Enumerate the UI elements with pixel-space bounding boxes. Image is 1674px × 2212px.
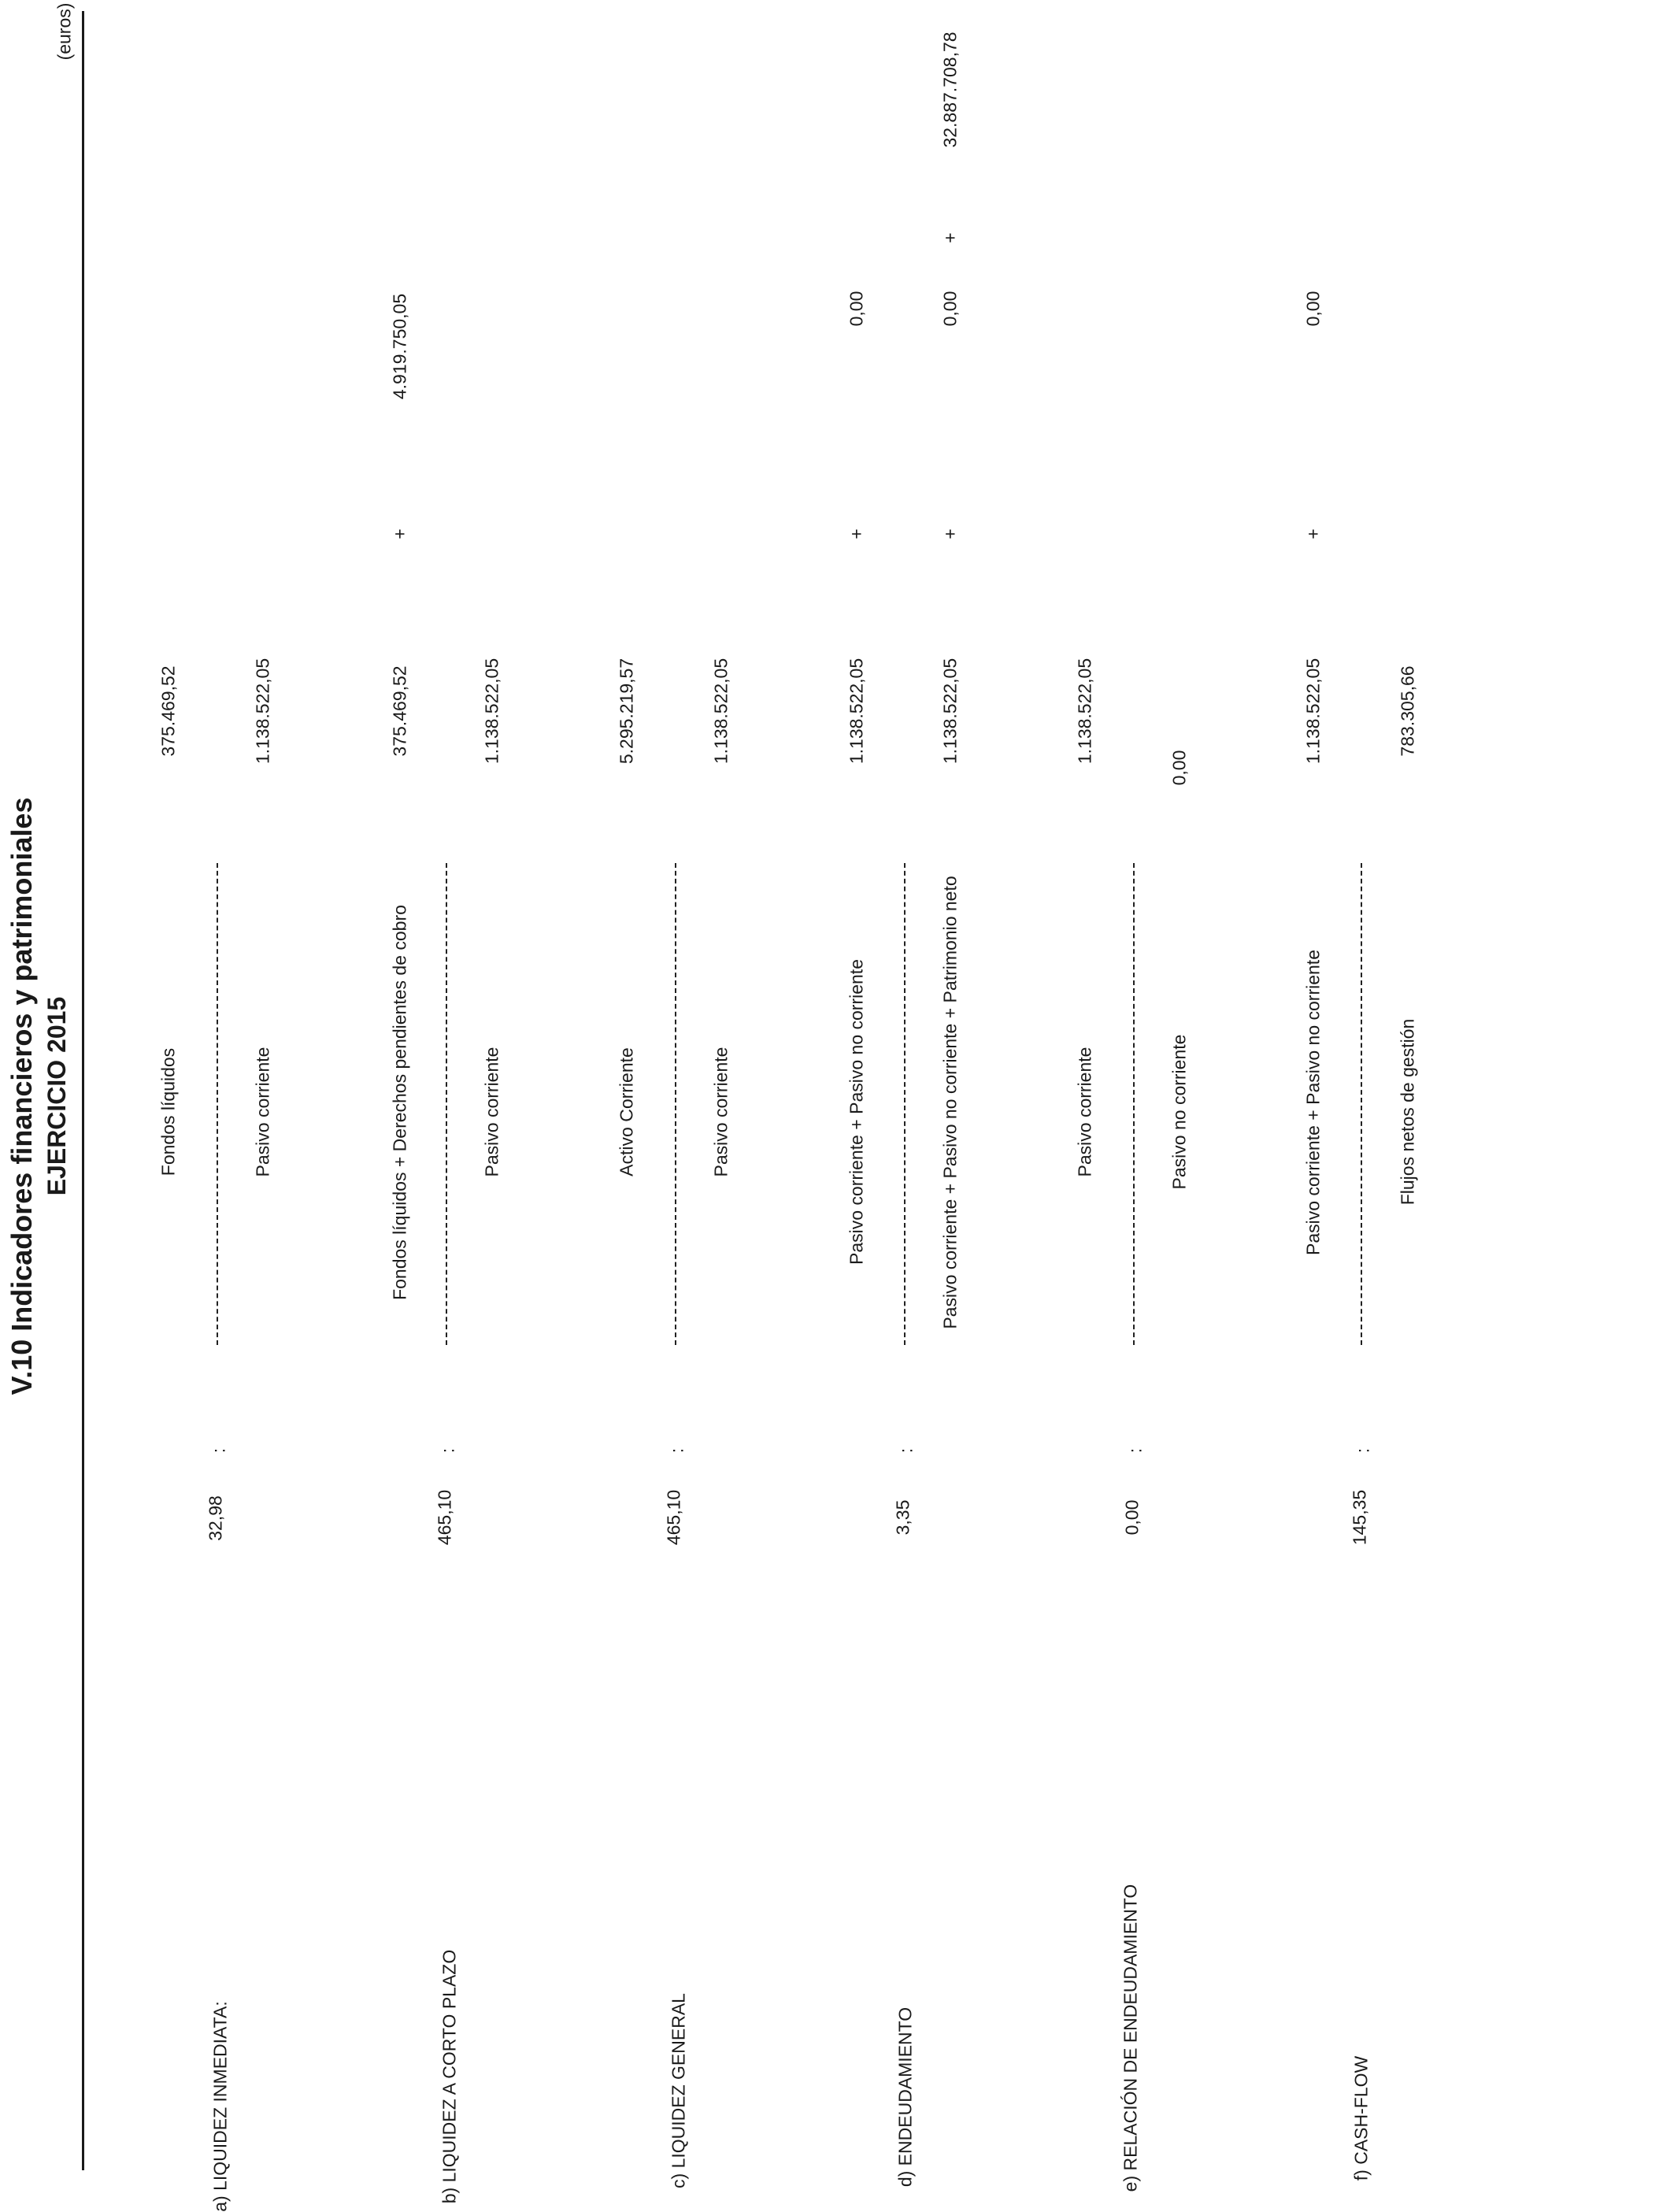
plus-sign: + bbox=[389, 528, 410, 539]
numerator-value: 1.138.522,05 bbox=[1074, 658, 1095, 765]
plus-sign: + bbox=[846, 528, 867, 539]
fraction-line bbox=[1133, 863, 1135, 1345]
fraction-line bbox=[675, 863, 676, 1345]
indicator-value: 465,10 bbox=[663, 1489, 684, 1546]
numerator-label: Pasivo corriente + Pasivo no corriente bbox=[1302, 949, 1324, 1256]
numerator-label: Fondos líquidos + Derechos pendientes de cobro bbox=[389, 905, 410, 1300]
denominator-value: 1.138.522,05 bbox=[481, 658, 502, 765]
indicator-label: f) CASH-FLOW bbox=[1350, 2055, 1372, 2181]
denominator-value: 783.305,66 bbox=[1397, 665, 1418, 757]
plus-sign: + bbox=[939, 528, 961, 539]
denominator-value: 1.138.522,05 bbox=[710, 658, 731, 765]
report-title: V.10 Indicadores financieros y patrimoniales bbox=[6, 797, 38, 1395]
indicator-separator: : bbox=[208, 1447, 229, 1454]
numerator-label: Pasivo corriente bbox=[1074, 1047, 1095, 1177]
numerator-label: Pasivo corriente + Pasivo no corriente bbox=[846, 958, 867, 1265]
indicator-separator: : bbox=[895, 1447, 917, 1454]
denominator-label: Pasivo corriente + Pasivo no corriente + Patrimonio neto bbox=[939, 876, 961, 1329]
numerator-label: Fondos líquidos bbox=[157, 1047, 179, 1176]
report-subtitle: EJERCICIO 2015 bbox=[43, 996, 71, 1196]
denominator-label: Pasivo corriente bbox=[252, 1047, 273, 1177]
indicator-label: c) LIQUIDEZ GENERAL bbox=[668, 1993, 689, 2188]
indicator-value: 0,00 bbox=[1121, 1499, 1143, 1536]
indicator-value: 32,98 bbox=[205, 1495, 226, 1541]
left-rule bbox=[82, 11, 84, 2170]
indicator-separator: : bbox=[666, 1447, 687, 1454]
fraction-line bbox=[217, 863, 218, 1345]
indicator-label: a) LIQUIDEZ INMEDIATA: bbox=[209, 2001, 231, 2212]
indicator-separator: : bbox=[1124, 1447, 1146, 1454]
numerator-value: 1.138.522,05 bbox=[1302, 658, 1324, 765]
indicator-label: d) ENDEUDAMIENTO bbox=[894, 2006, 916, 2188]
numerator-value: 1.138.522,05 bbox=[846, 658, 867, 765]
indicator-value: 145,35 bbox=[1349, 1489, 1370, 1546]
currency-unit: (euros) bbox=[54, 2, 75, 61]
numerator-value-2: 4.919.750,05 bbox=[389, 293, 410, 400]
denominator-value: 1.138.522,05 bbox=[252, 658, 273, 765]
fraction-line bbox=[1361, 863, 1362, 1345]
numerator-value-2: 0,00 bbox=[1302, 291, 1324, 327]
fraction-line bbox=[446, 863, 447, 1345]
fraction-line bbox=[904, 863, 906, 1345]
denominator-label: Pasivo corriente bbox=[710, 1047, 731, 1177]
indicator-separator: : bbox=[437, 1447, 458, 1454]
numerator-value: 5.295.219,57 bbox=[616, 658, 637, 765]
numerator-value: 375.469,52 bbox=[157, 665, 179, 757]
numerator-label: Activo Corriente bbox=[616, 1047, 637, 1176]
denominator-value-3: 32.887.708,78 bbox=[939, 31, 961, 148]
denominator-value: 1.138.522,05 bbox=[939, 658, 961, 765]
indicator-label: b) LIQUIDEZ A CORTO PLAZO bbox=[439, 1949, 460, 2204]
indicator-value: 3,35 bbox=[892, 1499, 913, 1536]
denominator-label: Flujos netos de gestión bbox=[1397, 1018, 1418, 1206]
denominator-value: 0,00 bbox=[1168, 750, 1190, 786]
indicator-separator: : bbox=[1352, 1447, 1373, 1454]
indicator-label: e) RELACIÓN DE ENDEUDAMIENTO bbox=[1120, 1884, 1141, 2192]
denominator-label: Pasivo corriente bbox=[481, 1047, 502, 1177]
indicator-value: 465,10 bbox=[434, 1489, 455, 1546]
plus-sign: + bbox=[939, 232, 961, 243]
plus-sign: + bbox=[1302, 528, 1324, 539]
numerator-value-2: 0,00 bbox=[846, 291, 867, 327]
denominator-value-2: 0,00 bbox=[939, 291, 961, 327]
numerator-value: 375.469,52 bbox=[389, 665, 410, 757]
denominator-label: Pasivo no corriente bbox=[1168, 1034, 1190, 1190]
